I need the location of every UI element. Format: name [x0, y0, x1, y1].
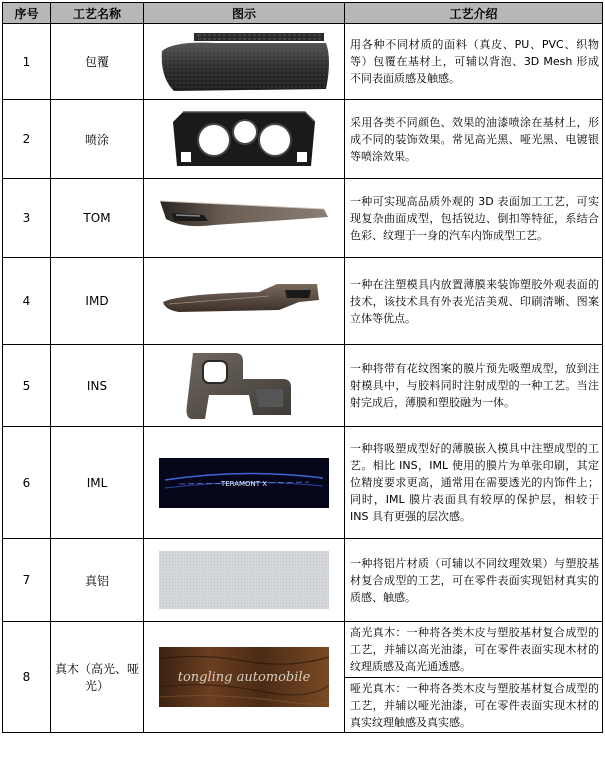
process-name: IML [51, 427, 144, 539]
row-number: 2 [3, 100, 51, 179]
process-name: IMD [51, 258, 144, 345]
row-number: 3 [3, 179, 51, 258]
table-header-row [3, 3, 603, 24]
process-description: 一种可实现高品质外观的 3D 表面加工工艺，可实现复杂曲面成型，包括锐边、倒扣等特征，系结合色彩、纹理于一身的汽车内饰成型工艺。 [345, 179, 603, 258]
process-name: 包覆 [51, 24, 144, 100]
process-description: 一种将吸塑成型好的薄膜嵌入模具中注塑成型的工艺。相比 INS，IML 使用的膜片为单张印刷，其定位精度要求更高，通常用在需要透光的内饰件上；同时，IML 膜片表面具有较厚的保护层，相较于 INS 具有更强的层次感。 [345, 427, 603, 539]
process-description: 一种将铝片材质（可辅以不同纹理效果）与塑胶基材复合成型的工艺，可在零件表面实现铝材真实的质感、触感。 [345, 539, 603, 622]
table-row [3, 24, 603, 100]
table-row [3, 345, 603, 427]
row-number: 4 [3, 258, 51, 345]
ins-console-trim-image [144, 345, 345, 427]
row-number: 1 [3, 24, 51, 100]
process-description-gloss: 高光真木：一种将各类木皮与塑胶基材复合成型的工艺，并辅以高光油漆，可在零件表面实现木材的纹理质感及高光通透感。 [345, 622, 603, 678]
table-row [3, 622, 603, 678]
process-table [2, 2, 603, 733]
row-number: 7 [3, 539, 51, 622]
process-name: 喷涂 [51, 100, 144, 179]
process-name: 真木（高光、哑光） [51, 622, 144, 733]
iml-scuff-plate-image [144, 427, 345, 539]
row-number: 5 [3, 345, 51, 427]
scuff-plate-text: TERAMONT X [220, 479, 268, 488]
dashboard-bezel-image [144, 100, 345, 179]
table-row [3, 258, 603, 345]
imd-trim-strip-image [144, 258, 345, 345]
wood-veneer-image [144, 622, 345, 733]
process-description: 一种将带有花纹图案的膜片预先吸塑成型，放到注射模具中，与胶料同时注射成型的一种工艺。当注射完成后，薄膜和塑胶融为一体。 [345, 345, 603, 427]
process-description: 采用各类不同颜色、效果的油漆喷涂在基材上，形成不同的装饰效果。常见高光黑、哑光黑、电镀银等喷涂效果。 [345, 100, 603, 179]
table-row [3, 427, 603, 539]
header-intro: 工艺介绍 [345, 3, 603, 24]
wood-veneer-text: tongling automobile [177, 670, 311, 685]
table-row [3, 100, 603, 179]
table-row [3, 539, 603, 622]
process-name: 真铝 [51, 539, 144, 622]
tom-dash-strip-image [144, 179, 345, 258]
process-name: TOM [51, 179, 144, 258]
leather-armrest-image [144, 24, 345, 100]
process-description: 用各种不同材质的面料（真皮、PU、PVC、织物等）包覆在基材上，可辅以背泡、3D Mesh 形成不同表面质感及触感。 [345, 24, 603, 100]
row-number: 6 [3, 427, 51, 539]
header-no: 序号 [3, 3, 51, 24]
process-description: 一种在注塑模具内放置薄膜来装饰塑胶外观表面的技术，该技术具有外表光洁美观、印刷清晰、图案立体等优点。 [345, 258, 603, 345]
table-row [3, 179, 603, 258]
header-image: 图示 [144, 3, 345, 24]
header-name: 工艺名称 [51, 3, 144, 24]
aluminum-sample-image [144, 539, 345, 622]
process-name: INS [51, 345, 144, 427]
row-number: 8 [3, 622, 51, 733]
process-description-matte: 哑光真木：一种将各类木皮与塑胶基材复合成型的工艺，并辅以哑光油漆，可在零件表面实现木材的真实纹理触感及真实感。 [345, 678, 603, 733]
